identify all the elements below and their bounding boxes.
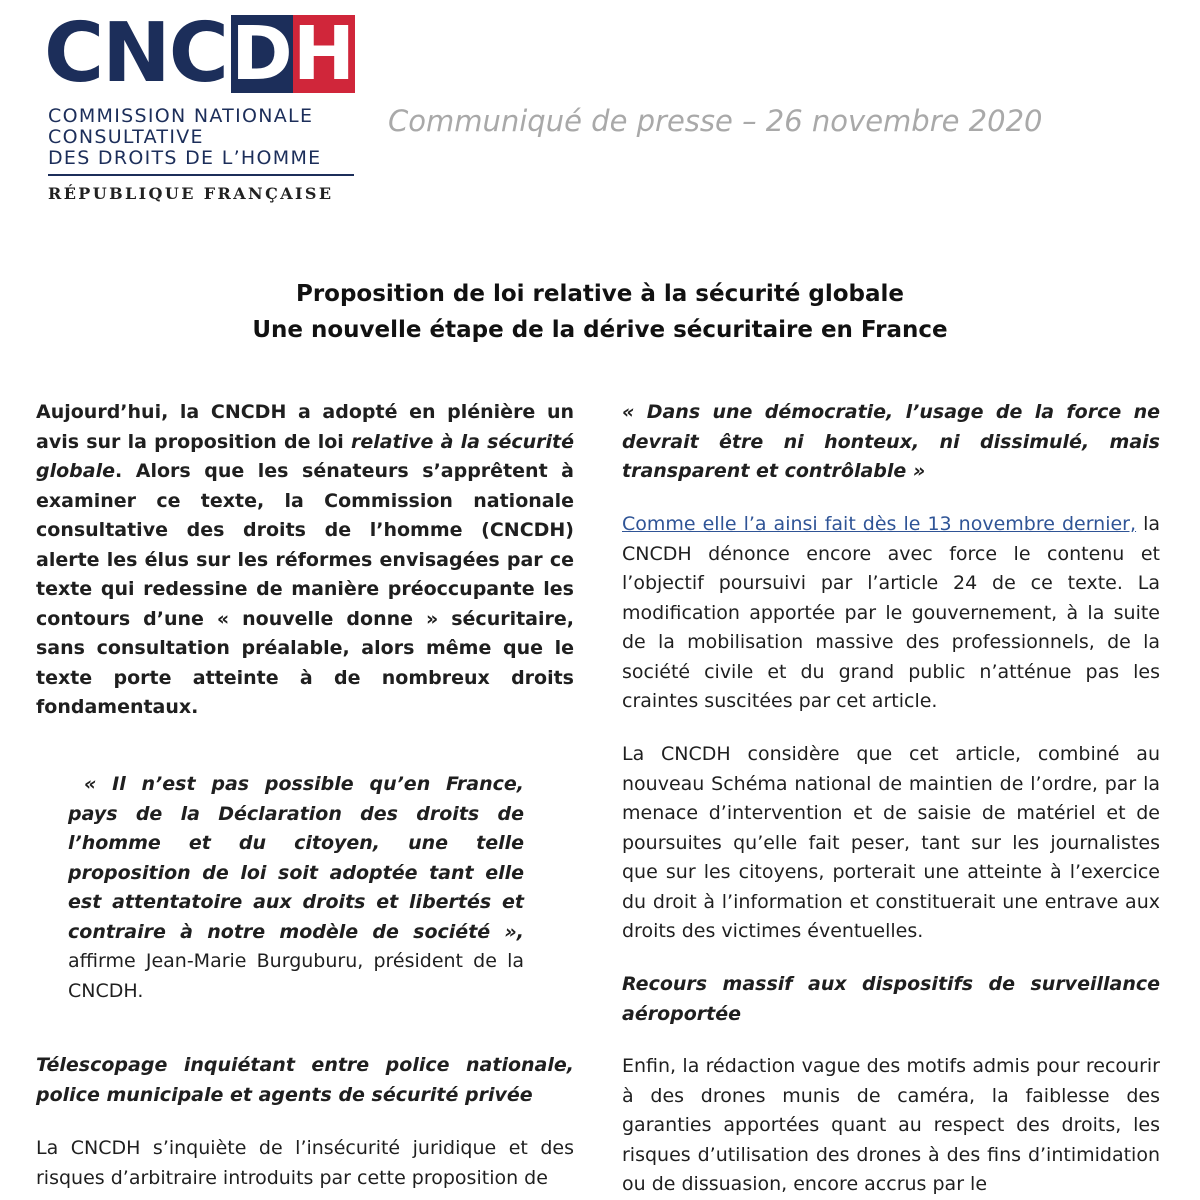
schema-paragraph: La CNCDH considère que cet article, combiné au nouveau Schéma national de maintien de l’ordre, par la menace d’intervention et de saisie de matériel et de poursuites qu’elle fait peser, tant sur les journalistes que sur les citoyens, porterait une atteinte à l’exercice du droit à l’information et constituerait une entrave aux droits des victimes éventuelles.	[622, 743, 1160, 942]
logo-letter-h: H	[293, 11, 355, 97]
article24-text: la CNCDH dénonce encore avec force le contenu et l’objectif poursuivi par l’article 24 de ce texte. La modification apportée par le gouvernement, à la suite de la mobilisation massive des professionnels, de la société civile et du grand public n’atténue pas les craintes suscitées par cet article.	[622, 513, 1160, 712]
logo-letter-d: D	[231, 11, 293, 97]
intro-part-1: Aujourd’hui, la CNCDH a adopté en plénière un avis sur la proposition de loi	[36, 401, 574, 453]
previous-statement-link[interactable]: Comme elle l’a ainsi fait dès le 13 novembre dernier,	[622, 513, 1137, 535]
quote-text: « Il n’est pas possible qu’en France, pays de la Déclaration des droits de l’homme et du citoyen, une telle proposition de loi soit adoptée tant elle est attentatoire aux droits et libertés et contraire à notre modèle de société »,	[68, 773, 524, 943]
document-title	[0, 276, 1200, 348]
president-quote	[68, 770, 524, 1006]
intro-paragraph	[36, 398, 574, 723]
logo-republic: RÉPUBLIQUE FRANÇAISE	[48, 184, 334, 203]
drones-paragraph: Enfin, la rédaction vague des motifs admis pour recourir à des drones munis de caméra, la faiblesse des garanties apportées quant au respect des droits, les risques d’utilisation des drones à des fins d’intimidation ou de dissuasion, encore accrus par le	[622, 1055, 1160, 1195]
logo-divider	[48, 174, 354, 176]
quote-attribution: affirme Jean-Marie Burguburu, président de la CNCDH.	[68, 950, 524, 1002]
section-heading-drones: Recours massif aux dispositifs de surveillance aéroportée	[622, 973, 1160, 1025]
intro-italic: relative à la sécurité globale	[36, 430, 574, 482]
title-line-1: Proposition de loi relative à la sécurité globale	[295, 281, 905, 307]
section-heading-police: Télescopage inquiétant entre police nationale, police municipale et agents de sécurité privée	[36, 1054, 574, 1106]
logo-line-3: DES DROITS DE L’HOMME	[48, 147, 322, 169]
title-line-2: Une nouvelle étape de la dérive sécuritaire en France	[252, 317, 948, 343]
cncdh-logo	[44, 6, 364, 203]
section-text-police: La CNCDH s’inquiète de l’insécurité juridique et des risques d’arbitraire introduits par cette proposition de	[36, 1137, 574, 1189]
quote-heading: « Dans une démocratie, l’usage de la force ne devrait être ni honteux, ni dissimulé, mais transparent et contrôlable »	[622, 401, 1160, 482]
logo-wordmark	[44, 6, 355, 101]
intro-part-2: . Alors que les sénateurs s’apprêtent à examiner ce texte, la Commission nationale consultative des droits de l’homme (CNCDH) alerte les élus sur les réformes envisagées par ce texte qui redessine de manière préoccupante les contours d’une « nouvelle donne » sécuritaire, sans consultation préalable, alors même que le texte porte atteinte à de nombreux droits fondamentaux.	[36, 460, 574, 718]
logo-line-1: COMMISSION NATIONALE	[48, 105, 314, 127]
logo-dh-box	[231, 11, 355, 97]
logo-subtitle	[48, 106, 368, 169]
press-release-date: Communiqué de presse – 26 novembre 2020	[388, 104, 1043, 138]
logo-letters: CNC	[44, 6, 227, 101]
logo-line-2: CONSULTATIVE	[48, 126, 204, 148]
article24-paragraph	[622, 510, 1160, 717]
